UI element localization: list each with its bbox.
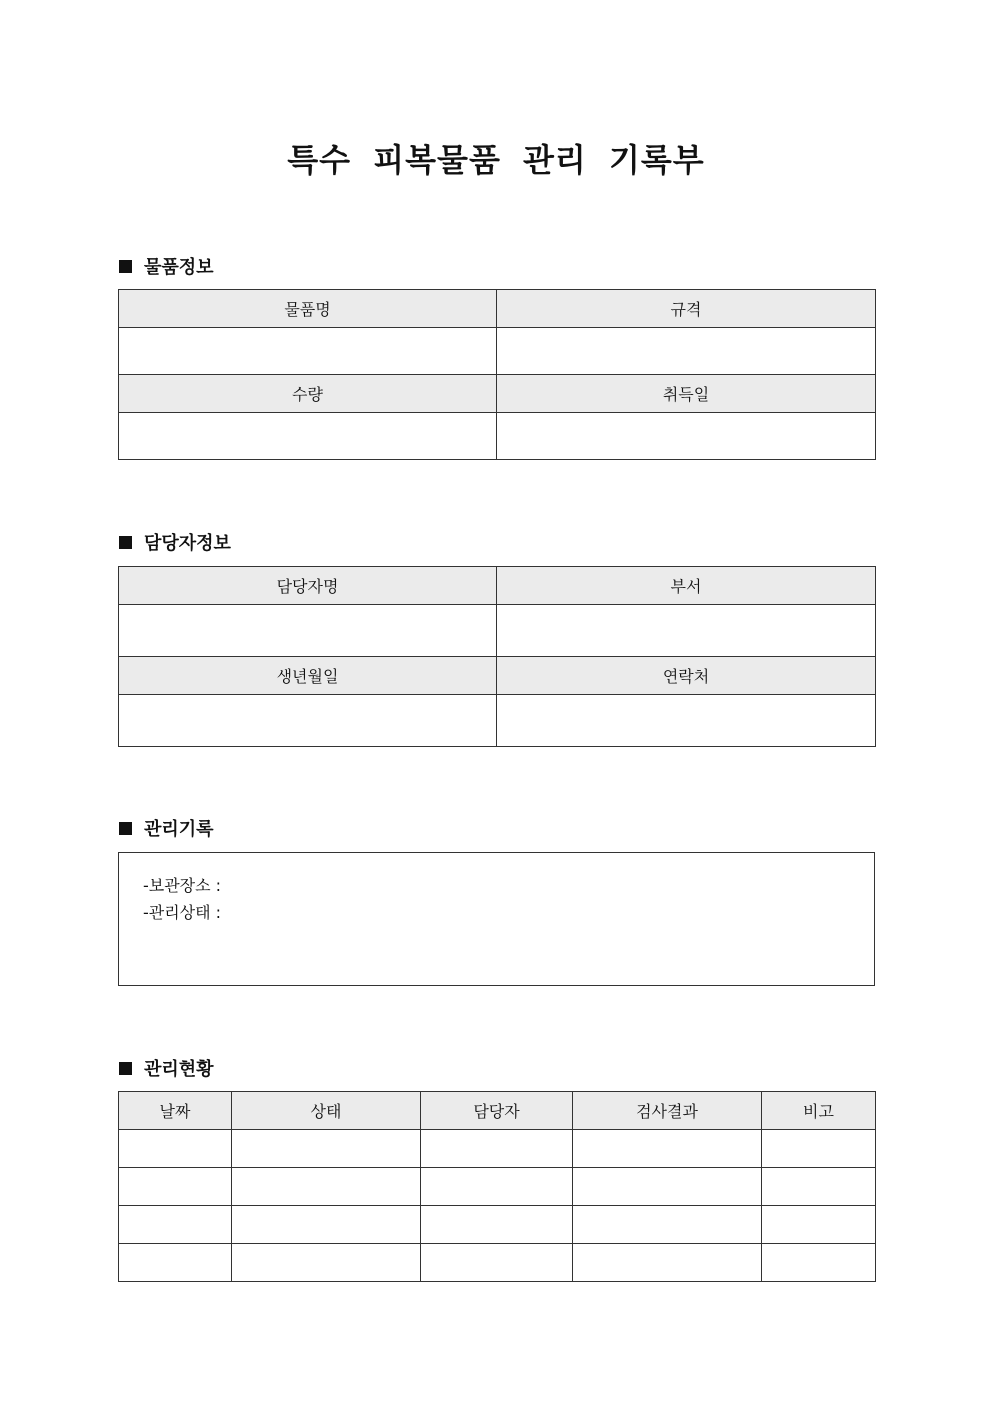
manager-name-label: 담당자명 <box>119 567 497 605</box>
status-cell[interactable] <box>232 1168 421 1206</box>
column-header-status: 상태 <box>232 1092 421 1130</box>
section-title: 담당자정보 <box>144 533 231 554</box>
square-bullet-icon <box>119 822 132 835</box>
manager-info-table <box>118 566 876 747</box>
date-cell[interactable] <box>119 1168 232 1206</box>
section-heading-item-info <box>119 253 214 279</box>
section-heading-management-record <box>119 815 214 841</box>
management-status-line: -관리상태 : <box>143 903 222 922</box>
table-row <box>119 1244 876 1282</box>
contact-field[interactable] <box>497 695 876 747</box>
section-title: 관리현황 <box>144 1059 214 1080</box>
manager-cell[interactable] <box>421 1130 573 1168</box>
column-header-manager: 담당자 <box>421 1092 573 1130</box>
table-row <box>119 1168 876 1206</box>
remarks-cell[interactable] <box>762 1130 876 1168</box>
storage-location-line: -보관장소 : <box>143 876 222 895</box>
manager-name-field[interactable] <box>119 605 497 657</box>
manager-cell[interactable] <box>421 1206 573 1244</box>
date-cell[interactable] <box>119 1130 232 1168</box>
document-title: 특수 피복물품 관리 기록부 <box>287 141 705 179</box>
date-cell[interactable] <box>119 1244 232 1282</box>
square-bullet-icon <box>119 536 132 549</box>
section-title: 관리기록 <box>144 819 214 840</box>
item-info-table <box>118 289 876 460</box>
department-label: 부서 <box>497 567 876 605</box>
table-row <box>119 1130 876 1168</box>
inspection-result-cell[interactable] <box>573 1206 762 1244</box>
square-bullet-icon <box>119 260 132 273</box>
status-cell[interactable] <box>232 1206 421 1244</box>
spec-field[interactable] <box>497 328 876 375</box>
remarks-cell[interactable] <box>762 1206 876 1244</box>
birthdate-label: 생년월일 <box>119 657 497 695</box>
section-title: 물품정보 <box>144 257 214 278</box>
section-heading-management-status <box>119 1055 214 1081</box>
spec-label: 규격 <box>497 290 876 328</box>
quantity-label: 수량 <box>119 375 497 413</box>
inspection-result-cell[interactable] <box>573 1244 762 1282</box>
table-row <box>119 1206 876 1244</box>
inspection-result-cell[interactable] <box>573 1130 762 1168</box>
acquisition-date-label: 취득일 <box>497 375 876 413</box>
section-heading-manager-info <box>119 529 231 555</box>
status-cell[interactable] <box>232 1244 421 1282</box>
manager-cell[interactable] <box>421 1168 573 1206</box>
manager-cell[interactable] <box>421 1244 573 1282</box>
item-name-field[interactable] <box>119 328 497 375</box>
column-header-inspection-result: 검사결과 <box>573 1092 762 1130</box>
management-record-box[interactable] <box>118 852 875 986</box>
date-cell[interactable] <box>119 1206 232 1244</box>
remarks-cell[interactable] <box>762 1168 876 1206</box>
remarks-cell[interactable] <box>762 1244 876 1282</box>
birthdate-field[interactable] <box>119 695 497 747</box>
management-status-table <box>118 1091 876 1282</box>
status-cell[interactable] <box>232 1130 421 1168</box>
acquisition-date-field[interactable] <box>497 413 876 460</box>
department-field[interactable] <box>497 605 876 657</box>
column-header-remarks: 비고 <box>762 1092 876 1130</box>
square-bullet-icon <box>119 1062 132 1075</box>
column-header-date: 날짜 <box>119 1092 232 1130</box>
inspection-result-cell[interactable] <box>573 1168 762 1206</box>
quantity-field[interactable] <box>119 413 497 460</box>
item-name-label: 물품명 <box>119 290 497 328</box>
contact-label: 연락처 <box>497 657 876 695</box>
